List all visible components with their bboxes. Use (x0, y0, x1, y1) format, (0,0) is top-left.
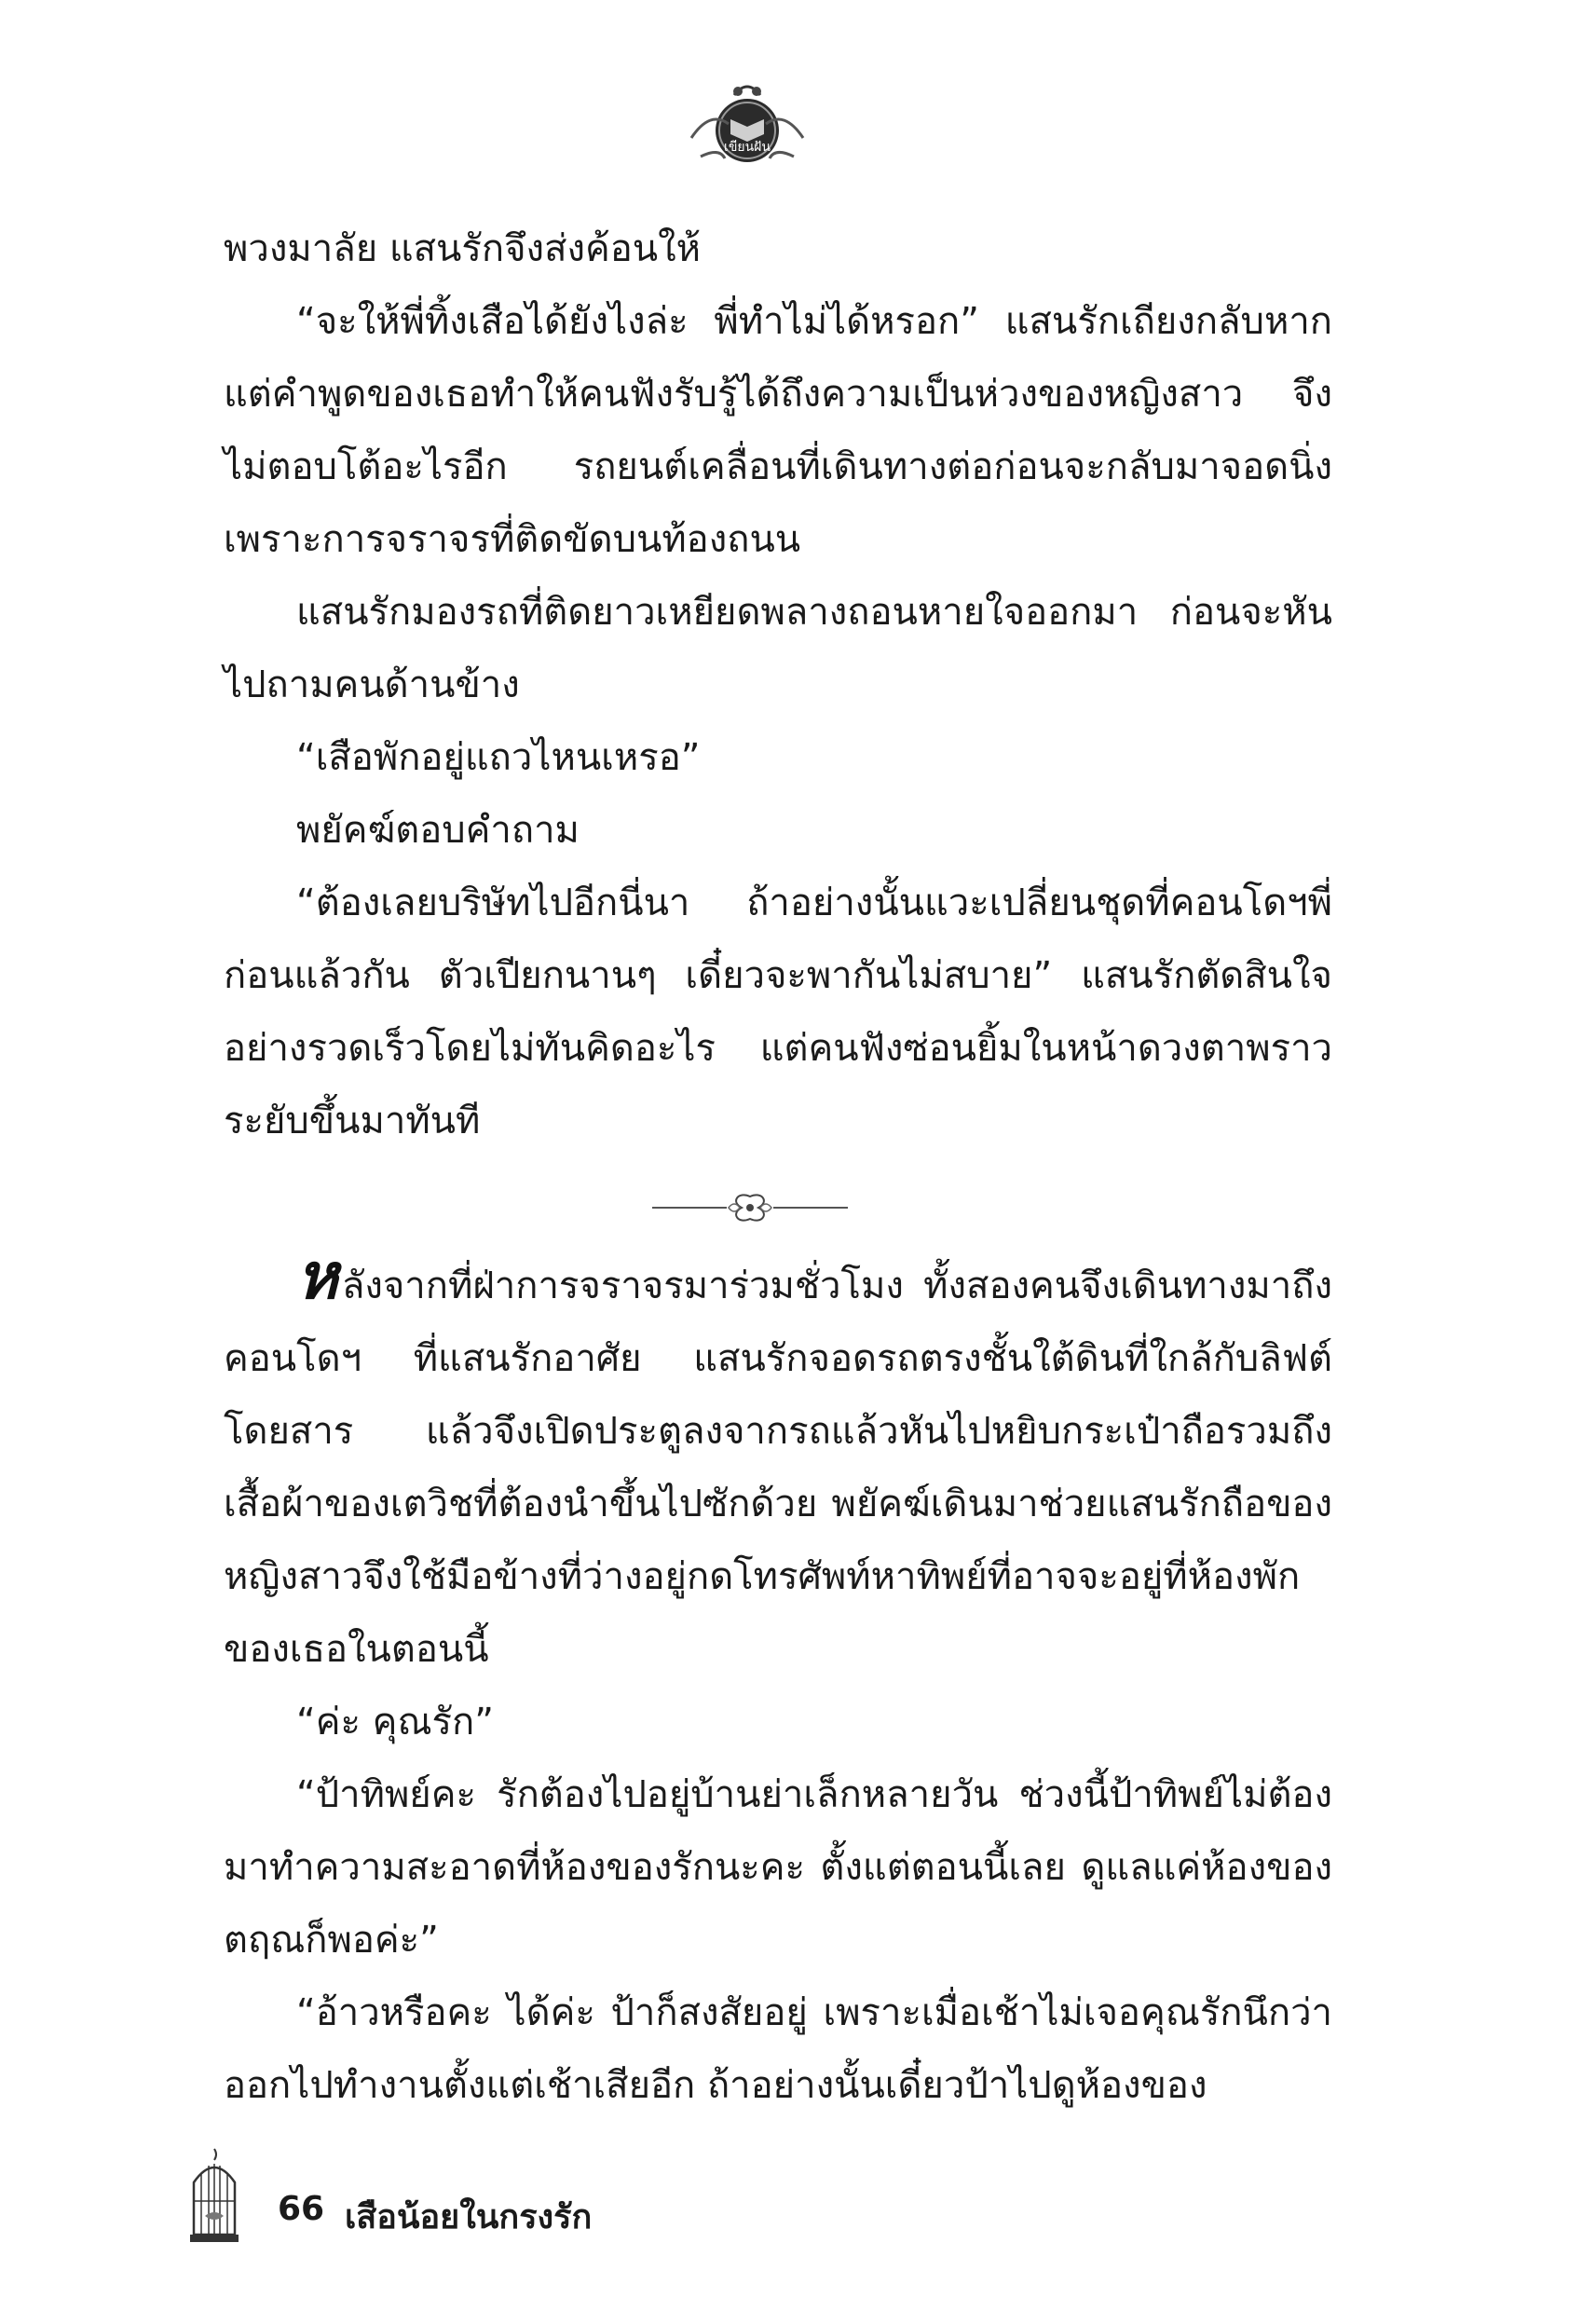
paragraph: “อ้าวหรือคะ ได้ค่ะ ป้าก็สงสัยอยู่ เพราะเมื่อเช้าไม่เจอคุณรักนึกว่าออกไปทำงานตั้งแต่เช้าเสียอีก ถ้าอย่างนั้นเดี๋ยวป้าไปดูห้องของ (224, 1991, 1332, 2107)
paragraph: “ป้าทิพย์คะ รักต้องไปอยู่บ้านย่าเล็กหลายวัน ช่วงนี้ป้าทิพย์ไม่ต้องมาทำความสะอาดที่ห้องของรักนะคะ ตั้งแต่ตอนนี้เลย ดูแลแค่ห้องของตฤณก็พอค่ะ” (224, 1773, 1332, 1962)
logo-text: เขียนฝัน (724, 140, 771, 155)
page-footer (186, 2145, 839, 2248)
paragraph: “ค่ะ คุณรัก” (296, 1701, 494, 1744)
paragraph: พวงมาลัย แสนรักจึงส่งค้อนให้ (224, 227, 702, 270)
paragraph: พยัคฆ์ตอบคำถาม (296, 809, 580, 852)
page-number: 66 (278, 2190, 325, 2228)
paragraph: “จะให้พี่ทิ้งเสือได้ยังไงล่ะ พี่ทำไม่ได้หรอก” แสนรักเถียงกลับหากแต่คำพูดของเธอทำให้คนฟังรับรู้ได้ถึงความเป็นห่วงของหญิงสาว จึงไม่ตอบโต้อะไรอีก รถยนต์เคลื่อนที่เดินทางต่อก่อนจะกลับมาจอดนิ่งเพราะการจราจรที่ติดขัดบนท้องถนน (224, 300, 1332, 561)
paragraph: “เสือพักอยู่แถวไหนเหรอ” (296, 736, 701, 779)
book-logo-icon (673, 73, 822, 185)
book-title: เสือน้อยในกรงรัก (345, 2198, 593, 2236)
paragraph: “ต้องเลยบริษัทไปอีกนี่นา ถ้าอย่างนั้นแวะเปลี่ยนชุดที่คอนโดฯพี่ก่อนแล้วกัน ตัวเปียกนานๆ เดี๋ยวจะพากันไม่สบาย” แสนรักตัดสินใจอย่างรวดเร็วโดยไม่ทันคิดอะไร แต่คนฟังซ่อนยิ้มในหน้าดวงตาพราวระยับขึ้นมาทันที (224, 882, 1332, 1142)
birdcage-icon (186, 2145, 242, 2248)
ornament-divider-icon (652, 1189, 848, 1226)
drop-cap: ห (296, 1239, 338, 1314)
paragraph-dropcap (224, 1239, 1332, 1686)
paragraph: แสนรักมองรถที่ติดยาวเหยียดพลางถอนหายใจออกมา ก่อนจะหันไปถามคนด้านข้าง (224, 591, 1332, 706)
body-text-section-2 (224, 1239, 1332, 2122)
paragraph-text: ลังจากที่ฝ่าการจราจรมาร่วมชั่วโมง ทั้งสองคนจึงเดินทางมาถึงคอนโดฯ ที่แสนรักอาศัย แสนรักจอดรถตรงชั้นใต้ดินที่ใกล้กับลิฟต์โดยสาร แล้วจึงเปิดประตูลงจากรถแล้วหันไปหยิบกระเป๋าถือรวมถึงเสื้อผ้าของเตวิชที่ต้องนำขึ้นไปซักด้วย พยัคฆ์เดินมาช่วยแสนรักถือของ หญิงสาวจึงใช้มือข้างที่ว่างอยู่กดโทรศัพท์หาทิพย์ที่อาจจะอยู่ที่ห้องพักของเธอในตอนนี้ (224, 1265, 1332, 1671)
body-text-section-1 (224, 212, 1332, 1157)
